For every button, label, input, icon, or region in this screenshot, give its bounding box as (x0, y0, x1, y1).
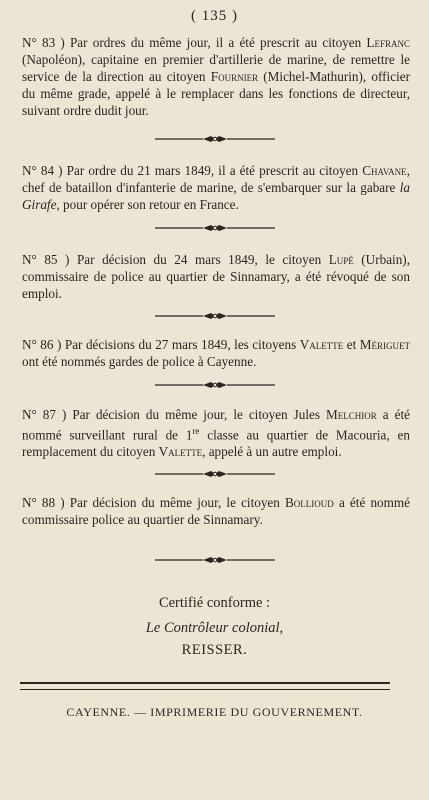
ornamental-divider (0, 556, 429, 564)
divider-rule (20, 689, 390, 690)
entry-86: N° 86 ) Par décisions du 27 mars 1849, les citoyens Valette et Mériguet ont été nommés gardes de police à Cayenne. (22, 337, 410, 369)
entry-87: N° 87 ) Par décision du même jour, le citoyen Jules Melchior a été nommé surveillant rural de 1re classe au quartier de Macouria, en remplacement du citoyen Valette, appelé à un autre emploi. (22, 407, 410, 460)
person-name: Fournier (210, 69, 259, 84)
entry-84: N° 84 ) Par ordre du 21 mars 1849, il a été prescrit au citoyen Chavane, chef de bataillon d'infanterie de marine, de s'embarquer sur la gabare la Girafe, pour opérer son retour en France. (22, 163, 410, 212)
certification-line: Certifié conforme : (158, 595, 271, 611)
person-name: Mériguet (359, 337, 410, 352)
entry-85: N° 85 ) Par décision du 24 mars 1849, le citoyen Lupé (Urbain), commissaire de police au quartier de Sinnamary, a été révoqué de son emploi. (22, 252, 410, 301)
ship-name: la Girafe (22, 180, 410, 212)
person-name: Valette (158, 444, 203, 460)
ornamental-divider (0, 381, 429, 389)
ornamental-divider (0, 224, 429, 232)
entry-number: N° 85 ) (22, 252, 70, 267)
divider-rule (20, 682, 390, 684)
entry-83: N° 83 ) Par ordres du même jour, il a été prescrit au citoyen Lefranc (Napoléon), capitaine en premier d'artillerie de marine, de remettre le service de la direction au citoyen Fournier (Michel-Mathurin), officier du même grade, appelé à le remplacer dans les fonctions de directeur, suivant ordre dudit jour. (22, 35, 410, 118)
signature-name: REISSER. (181, 642, 248, 658)
ornamental-divider (0, 312, 429, 320)
ornamental-divider (0, 135, 429, 143)
person-name: Valette (299, 337, 344, 352)
person-name: Melchior (326, 407, 377, 422)
person-name: Bollioud (285, 495, 334, 510)
printer-imprint: CAYENNE. — IMPRIMERIE DU GOUVERNEMENT. (66, 705, 363, 719)
entry-number: N° 87 ) (22, 407, 67, 422)
person-name: Lupé (328, 252, 354, 267)
superscript: re (192, 426, 200, 436)
entry-number: N° 88 ) (22, 495, 65, 510)
ornamental-divider (0, 470, 429, 478)
entry-88: N° 88 ) Par décision du même jour, le citoyen Bollioud a été nommé commissaire police au quartier de Sinnamary. (22, 495, 410, 527)
entry-number: N° 86 ) (22, 337, 62, 352)
certifier-title: Le Contrôleur colonial, (145, 620, 284, 636)
person-name: Chavane (362, 163, 407, 178)
entry-number: N° 84 ) (22, 163, 63, 178)
entry-number: N° 83 ) (22, 35, 65, 50)
page-number: ( 135 ) (191, 8, 238, 24)
person-name: Lefranc (366, 35, 410, 50)
